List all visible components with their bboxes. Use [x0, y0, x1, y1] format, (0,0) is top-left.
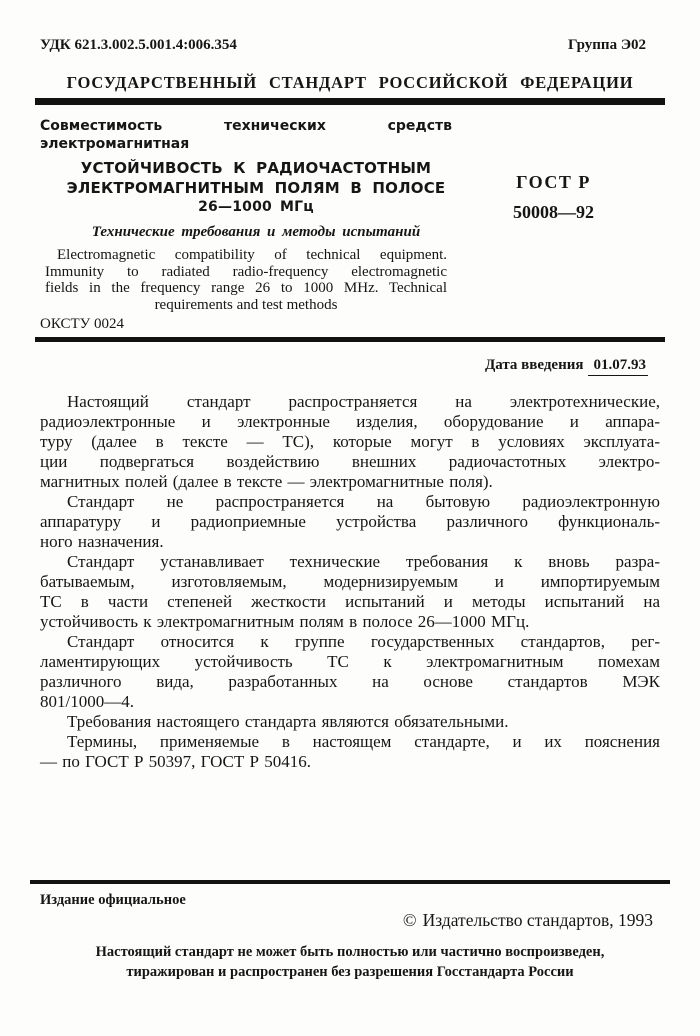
copyright-icon: ©: [402, 910, 417, 930]
body-line: Настоящий стандарт распространяется на электротехнические,: [67, 392, 660, 411]
body-line: ламентирующих устойчивость ТС к электромагнитным помехам: [40, 652, 660, 671]
top-reference-line: [40, 36, 660, 54]
designation-column: [472, 117, 660, 333]
body-line: Стандарт не распространяется на бытовую радиоэлектронную: [67, 492, 660, 511]
body-line: радиоэлектронные и электронные изделия, оборудование и аппара-: [40, 412, 660, 431]
designation-gost-r: ГОСТ Р: [516, 172, 591, 192]
body-line: различного вида, разработанных на основе стандартов МЭК: [40, 672, 660, 691]
body-line: туру (далее в тексте — ТС), которые могут в условиях эксплуата-: [40, 432, 660, 451]
english-title-line: Immunity to radiated radio-frequency electromagnetic: [45, 263, 447, 280]
body-text: [40, 392, 660, 772]
body-line: устойчивость к электромагнитным полям в полосе 26—1000 МГц.: [40, 612, 530, 631]
english-title-line: fields in the frequency range 26 to 1000 MHz. Technical: [45, 280, 447, 296]
body-paragraph: [40, 392, 660, 492]
reproduction-notice-line: Настоящий стандарт не может быть полностью или частично воспроизведен,: [95, 944, 605, 960]
group-code: Группа Э02: [568, 37, 646, 53]
body-line: ции подвергаться воздействию внешних радиочастотных электро-: [40, 452, 660, 471]
title-left-column: [40, 117, 472, 333]
body-line: Стандарт устанавливает технические требования к вновь разра-: [67, 552, 660, 571]
standard-subtitle: Технические требования и методы испытаний: [91, 224, 421, 240]
footer: [35, 880, 665, 982]
effective-date-value: 01.07.93: [588, 356, 649, 376]
standard-subject: Совместимость технических средств электромагнитная: [40, 118, 452, 152]
okstu-code: ОКСТУ 0024: [40, 316, 125, 332]
body-line: Термины, применяемые в настоящем стандарте, и их пояснения: [67, 732, 660, 751]
official-edition-note: Издание официальное: [40, 892, 186, 908]
body-paragraph: [40, 492, 660, 552]
english-title-line: requirements and test methods: [154, 296, 338, 313]
effective-date-line: [40, 356, 660, 376]
state-standard-header: ГОСУДАРСТВЕННЫЙ СТАНДАРТ РОССИЙСКОЙ ФЕДЕРАЦИИ: [66, 73, 634, 92]
body-paragraph: [40, 732, 660, 772]
standard-title-line-1: УСТОЙЧИВОСТЬ К РАДИОЧАСТОТНЫМ: [80, 159, 432, 177]
reproduction-notice-line: тиражирован и распространен без разрешения Госстандарта России: [126, 963, 574, 980]
body-paragraph: [40, 632, 660, 712]
horizontal-rule-top: [35, 98, 665, 105]
body-line: 801/1000—4.: [40, 692, 134, 711]
standard-title-line-2: ЭЛЕКТРОМАГНИТНЫМ ПОЛЯМ В ПОЛОСЕ: [66, 179, 446, 197]
udc-code: УДК 621.3.002.5.001.4:006.354: [40, 37, 237, 53]
body-line: магнитных полей (далее в тексте — электромагнитные поля).: [40, 472, 493, 491]
body-line: батываемым, изготовляемым, модернизируемым и импортируемым: [40, 572, 660, 591]
body-paragraph: [40, 712, 660, 732]
body-line: Требования настоящего стандарта являются обязательными.: [67, 712, 509, 731]
english-title: [45, 247, 447, 313]
horizontal-rule-footer: [30, 880, 670, 884]
copyright-line: [35, 909, 665, 931]
designation-number: 50008—92: [513, 202, 594, 222]
copyright-text: Издательство стандартов, 1993: [422, 910, 653, 930]
reproduction-notice: [35, 943, 665, 982]
horizontal-rule-middle: [35, 337, 665, 342]
effective-date-label: Дата введения: [484, 357, 584, 373]
body-paragraph: [40, 552, 660, 632]
english-title-line: Electromagnetic compatibility of technical equipment.: [57, 247, 447, 263]
body-line: Стандарт относится к группе государственных стандартов, рег-: [67, 632, 660, 651]
standard-title-frequency-range: 26—1000 МГц: [198, 199, 314, 215]
body-line: ного назначения.: [40, 532, 164, 551]
body-line: — по ГОСТ Р 50397, ГОСТ Р 50416.: [40, 752, 311, 771]
body-line: ТС в части степеней жесткости испытаний и методы испытаний на: [40, 592, 660, 611]
title-block: [40, 117, 660, 333]
body-line: аппаратуру и радиоприемные устройства различного функциональ-: [40, 512, 660, 531]
